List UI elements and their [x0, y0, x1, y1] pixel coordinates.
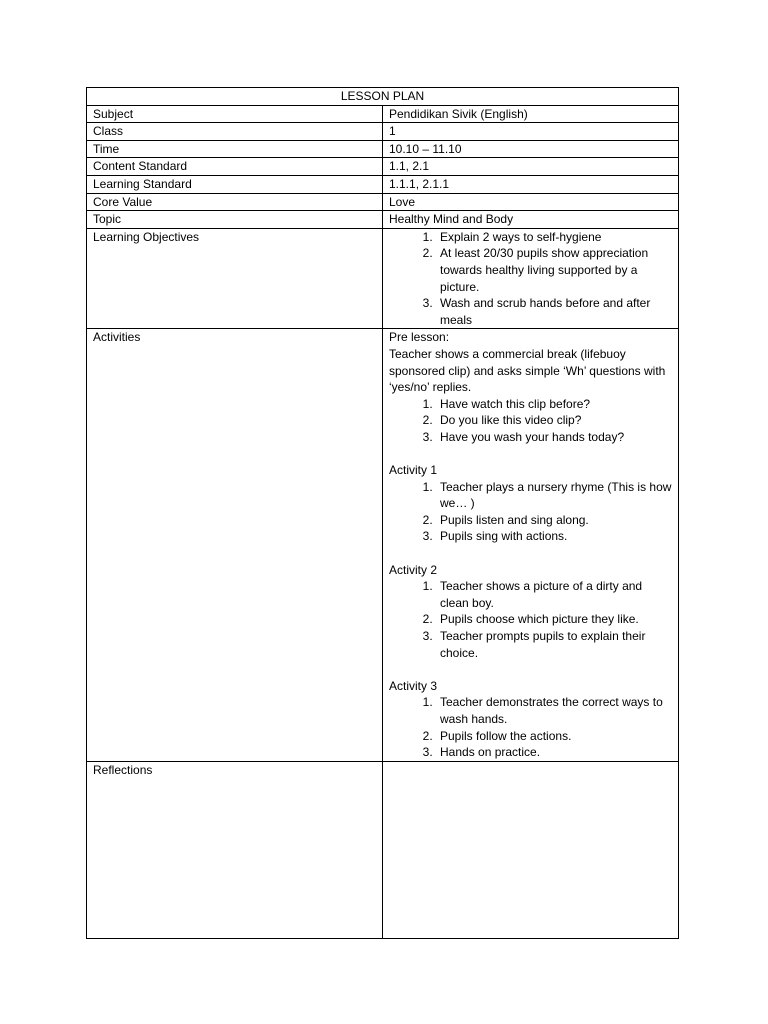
list-item: 1. Teacher plays a nursery rhyme (This is how we… )	[436, 479, 672, 512]
activity-3-title: Activity 3	[389, 678, 438, 693]
table-title: LESSON PLAN	[87, 88, 679, 106]
row-value: Healthy Mind and Body	[383, 211, 679, 229]
row-value: Love	[383, 193, 679, 211]
row-label: Learning Standard	[87, 175, 383, 193]
activity-2-title: Activity 2	[389, 562, 438, 577]
list-item: 1. Explain 2 ways to self-hygiene	[436, 229, 672, 246]
objectives-row	[87, 228, 679, 329]
objectives-cell	[383, 228, 679, 329]
row-label: Time	[87, 140, 383, 158]
list-item: 3. Hands on practice.	[436, 744, 672, 761]
list-item: 3. Have you wash your hands today?	[436, 429, 672, 446]
lesson-plan-table	[86, 87, 679, 939]
pre-lesson-intro: Teacher shows a commercial break (lifebuoy sponsored clip) and asks simple ‘Wh’ questions with ‘yes/no’ replies.	[389, 346, 666, 395]
row-label: Core Value	[87, 193, 383, 211]
row-label: Topic	[87, 211, 383, 229]
table-row	[87, 211, 679, 229]
list-item: 3. Teacher prompts pupils to explain their choice.	[436, 628, 672, 661]
list-item: 2. Pupils choose which picture they like.	[436, 611, 672, 628]
list-item: 1. Teacher shows a picture of a dirty and clean boy.	[436, 578, 672, 611]
activities-row	[87, 329, 679, 761]
table-row	[87, 175, 679, 193]
objectives-label: Learning Objectives	[87, 228, 383, 329]
table-row	[87, 140, 679, 158]
row-label: Content Standard	[87, 158, 383, 176]
row-value: 1.1, 2.1	[383, 158, 679, 176]
row-label: Subject	[87, 105, 383, 123]
reflections-label: Reflections	[87, 761, 383, 938]
table-row	[87, 193, 679, 211]
row-label: Class	[87, 123, 383, 141]
list-item: 2. Do you like this video clip?	[436, 412, 672, 429]
row-value: 1.1.1, 2.1.1	[383, 175, 679, 193]
activities-cell	[383, 329, 679, 761]
objectives-list	[389, 229, 672, 329]
table-row	[87, 158, 679, 176]
list-item: 2. Pupils listen and sing along.	[436, 512, 672, 529]
row-value: 1	[383, 123, 679, 141]
activity-2-list	[389, 578, 672, 661]
reflections-row	[87, 761, 679, 938]
activity-3-list	[389, 694, 672, 760]
list-item: 2. At least 20/30 pupils show appreciation towards healthy living supported by a picture.	[436, 245, 672, 295]
table-row	[87, 105, 679, 123]
row-value: 10.10 – 11.10	[383, 140, 679, 158]
table-row	[87, 123, 679, 141]
list-item: 1. Teacher demonstrates the correct ways to wash hands.	[436, 694, 672, 727]
list-item: 2. Pupils follow the actions.	[436, 728, 672, 745]
activities-label: Activities	[87, 329, 383, 761]
pre-lesson-list	[389, 396, 672, 446]
reflections-cell	[383, 761, 679, 938]
activity-1-title: Activity 1	[389, 463, 438, 478]
list-item: 1. Have watch this clip before?	[436, 396, 672, 413]
pre-lesson-title: Pre lesson:	[389, 330, 450, 345]
activity-1-list	[389, 479, 672, 545]
row-value: Pendidikan Sivik (English)	[383, 105, 679, 123]
list-item: 3. Pupils sing with actions.	[436, 528, 672, 545]
list-item: 3. Wash and scrub hands before and after meals	[436, 295, 672, 328]
